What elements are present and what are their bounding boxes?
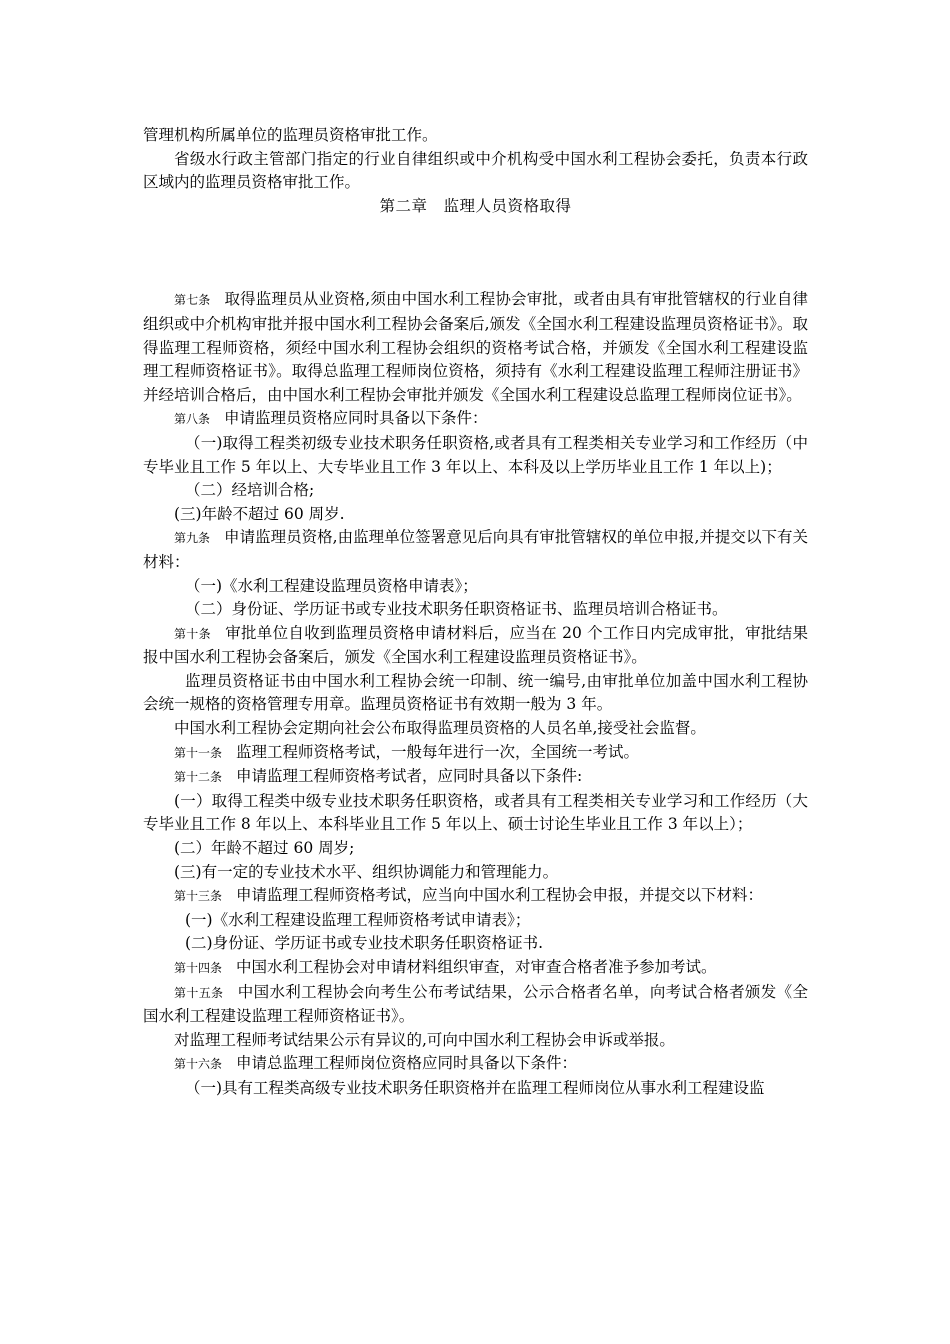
list-item: (三)有一定的专业技术水平、组织协调能力和管理能力。 — [174, 862, 559, 881]
spacer — [143, 218, 808, 288]
article-text: 申请监理工程师资格考试，应当向中国水利工程协会申报，并提交以下材料： — [236, 886, 764, 905]
article-text: 申请监理员资格应同时具备以下条件： — [224, 409, 488, 428]
list-item: (一）取得工程类中级专业技术职务任职资格，或者具有工程类相关专业学习和工作经历（大专毕业且工作 8 年以上、本科毕业且工作 5 年以上、硕士讨论生毕业且工作 3 年以上）； — [143, 791, 808, 834]
article-text: 监理工程师资格考试，一般每年进行一次，全国统一考试。 — [236, 742, 640, 761]
paragraph: 管理机构所属单位的监理员资格审批工作。 — [143, 126, 438, 144]
article-text: 申请监理员资格,由监理单位签署意见后向具有审批管辖权的单位申报,并提交以下有关材料： — [143, 528, 808, 571]
article-13 — [143, 884, 808, 909]
article-10 — [143, 622, 808, 670]
article-11 — [143, 741, 808, 766]
article-label: 第九条 — [174, 531, 211, 546]
article-label: 第八条 — [174, 412, 211, 427]
list-item: （一)取得工程类初级专业技术职务任职资格,或者具有工程类相关专业学习和工作经历（中专毕业且工作 5 年以上、大专毕业且工作 3 年以上、本科及以上学历毕业且工作 1 年以上)； — [143, 433, 808, 476]
article-label: 第十三条 — [174, 889, 223, 904]
article-label: 第十六条 — [174, 1057, 223, 1072]
list-item: （二）身份证、学历证书或专业技术职务任职资格证书、监理员培训合格证书。 — [185, 600, 728, 619]
paragraph: 对监理工程师考试结果公示有异议的,可向中国水利工程协会申诉或举报。 — [174, 1030, 675, 1049]
article-text: 申请总监理工程师岗位资格应同时具备以下条件： — [236, 1054, 578, 1073]
article-7 — [143, 288, 808, 407]
chapter-heading: 第二章 监理人员资格取得 — [379, 196, 572, 215]
article-text: 审批单位自收到监理员资格申请材料后，应当在 20 个工作日内完成审批，审批结果报中国水利工程协会备案后，颁发《全国水利工程建设监理员资格证书》。 — [143, 623, 808, 667]
paragraph: 中国水利工程协会定期向社会公布取得监理员资格的人员名单,接受社会监督。 — [174, 719, 706, 738]
article-14 — [143, 956, 808, 981]
article-15 — [143, 981, 808, 1029]
article-label: 第十一条 — [174, 745, 223, 760]
list-item: (二）年龄不超过 60 周岁; — [174, 839, 355, 858]
article-9 — [143, 526, 808, 574]
article-text: 取得监理员从业资格,须由中国水利工程协会审批，或者由具有审批管辖权的行业自律组织或中介机构审批并报中国水利工程协会备案后,颁发《全国水利工程建设监理员资格证书》。取得监理工程师资格，须经中国水利工程协会组织的资格考试合格，并颁发《全国水利工程建设监理工程师资格证书》。取得总监理工程师岗位资格，须持有《水利工程建设监理工程师注册证书》并经培训合格后，由中国水利工程协会审批并颁发《全国水利工程建设总监理工程师岗位证书》。 — [143, 290, 808, 404]
article-text: 中国水利工程协会对申请材料组织审查，对审查合格者准予参加考试。 — [236, 958, 717, 976]
list-item: (三)年龄不超过 60 周岁. — [174, 504, 345, 523]
list-item: （二）经培训合格; — [185, 481, 315, 500]
paragraph: 省级水行政主管部门指定的行业自律组织或中介机构受中国水利工程协会委托，负责本行政区域内的监理员资格审批工作。 — [143, 149, 808, 192]
paragraph: 监理员资格证书由中国水利工程协会统一印制、统一编号,由审批单位加盖中国水利工程协会统一规格的资格管理专用章。监理员资格证书有效期一般为 3 年。 — [143, 671, 808, 714]
article-12 — [143, 765, 808, 790]
list-item: (二)身份证、学历证书或专业技术职务任职资格证书. — [185, 934, 544, 953]
list-item: (一)《水利工程建设监理工程师资格考试申请表》； — [185, 910, 531, 929]
article-text: 中国水利工程协会向考生公布考试结果，公示合格者名单，向考试合格者颁发《全国水利工程建设监理工程师资格证书》。 — [143, 982, 808, 1026]
article-8 — [143, 407, 808, 432]
article-label: 第七条 — [174, 293, 211, 308]
article-label: 第十四条 — [174, 961, 223, 975]
article-label: 第十条 — [174, 626, 211, 641]
article-16 — [143, 1052, 808, 1077]
list-item: （一)具有工程类高级专业技术职务任职资格并在监理工程师岗位从事水利工程建设监 — [185, 1078, 765, 1097]
article-label: 第十二条 — [174, 770, 223, 785]
list-item: （一)《水利工程建设监理员资格申请表》； — [185, 576, 478, 595]
article-label: 第十五条 — [174, 985, 224, 1000]
article-text: 申请监理工程师资格考试者，应同时具备以下条件: — [236, 767, 583, 786]
